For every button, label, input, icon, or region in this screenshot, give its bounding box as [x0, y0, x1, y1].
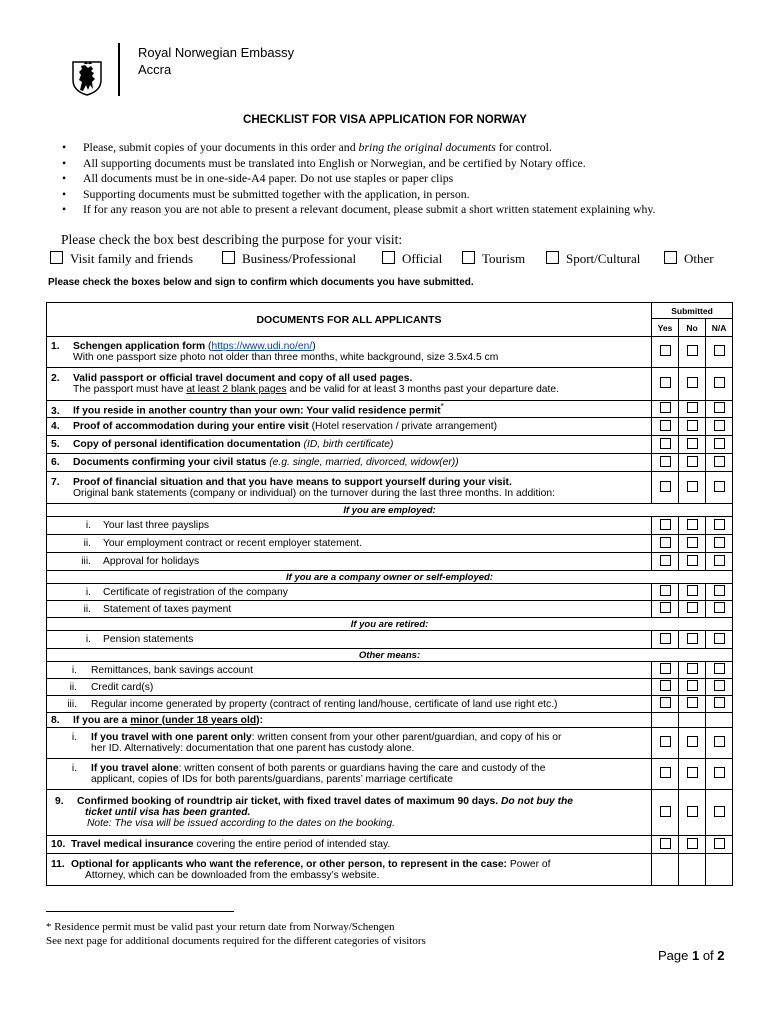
- table-row: [47, 337, 733, 368]
- instruction-item: [62, 140, 656, 156]
- sub-item-text: : written consent of both parents or guardians having the care and custody of the: [178, 763, 546, 774]
- checkbox-yes[interactable]: [660, 438, 671, 449]
- sub-item-text: Your employment contract or recent employer statement.: [103, 538, 362, 549]
- column-yes: Yes: [652, 319, 679, 337]
- checkbox-yes[interactable]: [660, 602, 671, 613]
- table-row: [47, 696, 733, 713]
- column-na: N/A: [706, 319, 733, 337]
- purpose-option-label: Sport/Cultural: [566, 251, 641, 266]
- yes-cell[interactable]: [652, 337, 679, 368]
- sub-item-number: i.: [71, 732, 77, 743]
- purpose-option-other[interactable]: [664, 251, 714, 267]
- checkbox-na[interactable]: [714, 697, 725, 708]
- sub-item-number: i.: [71, 763, 77, 774]
- table-row: [47, 436, 733, 454]
- checkbox-no[interactable]: [687, 345, 698, 356]
- sub-item-text: Certificate of registration of the company: [103, 586, 288, 598]
- document-cell: [47, 472, 652, 504]
- yes-cell[interactable]: [652, 759, 679, 790]
- item-title: Schengen application form: [73, 341, 206, 352]
- checkbox-yes[interactable]: [660, 838, 671, 849]
- na-cell[interactable]: [706, 472, 733, 504]
- purpose-option-label: Official: [402, 251, 443, 266]
- checkbox-na[interactable]: [714, 663, 725, 674]
- yes-cell[interactable]: [652, 454, 679, 472]
- document-cell: [47, 601, 652, 618]
- page-number: [658, 948, 725, 963]
- item-number: 10.: [51, 839, 66, 850]
- checkbox-yes[interactable]: [660, 345, 671, 356]
- no-cell[interactable]: [679, 759, 706, 790]
- purpose-option-label: Business/Professional: [242, 251, 357, 266]
- checkbox-no[interactable]: [687, 767, 698, 778]
- item-text: ): [312, 341, 316, 352]
- purpose-option-label: Tourism: [482, 251, 526, 266]
- table-row: [47, 418, 733, 436]
- empty-cell: [706, 713, 733, 728]
- footnotes: [46, 920, 426, 948]
- checkbox-na[interactable]: [714, 537, 725, 548]
- subsection-employed: If you are employed:: [47, 504, 733, 517]
- checkbox[interactable]: [50, 251, 63, 264]
- item-warning: ticket until visa has been granted.: [85, 807, 251, 818]
- instructions-list: [62, 140, 656, 218]
- sub-item-number: iii.: [67, 698, 77, 710]
- table-row: [47, 368, 733, 401]
- checkbox-na[interactable]: [714, 438, 725, 449]
- item-text: covering the entire period of intended stay.: [193, 839, 391, 850]
- sign-instruction: Please check the boxes below and sign to confirm which documents you have submitted.: [48, 277, 474, 288]
- column-no: No: [679, 319, 706, 337]
- subsection-row: [47, 649, 733, 662]
- item-detail: With one passport size photo not older than three months, white background, size 3.5x4.5 cm: [73, 352, 499, 363]
- na-cell[interactable]: [706, 662, 733, 679]
- norway-coat-of-arms-lion-logo: [72, 60, 102, 96]
- table-header-documents: DOCUMENTS FOR ALL APPLICANTS: [47, 303, 652, 337]
- udi-link[interactable]: https://www.udi.no/en/: [211, 341, 313, 352]
- embassy-line-1: Royal Norwegian Embassy: [138, 45, 295, 60]
- checkbox-na[interactable]: [714, 767, 725, 778]
- yes-cell[interactable]: [652, 401, 679, 418]
- item-detail: Original bank statements (company or individual) on the turnover during the last three months. In addition:: [73, 487, 555, 499]
- item-number: 3.: [51, 405, 60, 417]
- item-number: 1.: [51, 341, 60, 352]
- document-cell: [47, 728, 652, 759]
- na-cell[interactable]: [706, 553, 733, 571]
- subsection-company: If you are a company owner or self-employed:: [47, 571, 733, 584]
- checkbox-yes[interactable]: [660, 697, 671, 708]
- sub-item-number: ii.: [83, 538, 91, 549]
- no-cell[interactable]: [679, 679, 706, 696]
- purpose-option-label: Visit family and friends: [70, 251, 194, 266]
- checkbox-yes[interactable]: [660, 537, 671, 548]
- checkbox-yes[interactable]: [660, 806, 671, 817]
- checkbox-no[interactable]: [687, 519, 698, 530]
- item-title: Optional for applicants who want the reference, or other person, to represent in the case:: [71, 858, 507, 870]
- document-cell: [47, 854, 652, 886]
- no-cell[interactable]: [679, 553, 706, 571]
- table-row: [47, 401, 733, 418]
- checkbox[interactable]: [462, 251, 475, 264]
- checkbox-yes[interactable]: [660, 519, 671, 530]
- item-title: If you are a: [73, 714, 131, 726]
- document-cell: [47, 436, 652, 454]
- yes-cell[interactable]: [652, 662, 679, 679]
- sub-item-number: i.: [85, 520, 91, 531]
- yes-cell[interactable]: [652, 728, 679, 759]
- yes-cell[interactable]: [652, 436, 679, 454]
- page-label: Page: [658, 948, 692, 963]
- na-cell[interactable]: [706, 517, 733, 535]
- purpose-question: Please check the box best describing the purpose for your visit:: [61, 232, 403, 247]
- document-cell: [47, 368, 652, 401]
- no-cell[interactable]: [679, 517, 706, 535]
- checkbox[interactable]: [382, 251, 395, 264]
- page-of: of: [699, 948, 718, 963]
- purpose-option-official[interactable]: [382, 251, 442, 267]
- purpose-option-sport-cultural[interactable]: [546, 251, 640, 267]
- sub-item-number: i.: [85, 586, 91, 598]
- na-cell[interactable]: [706, 401, 733, 418]
- subsection-row: [47, 618, 733, 631]
- sub-item-text: Your last three payslips: [103, 520, 210, 531]
- na-cell[interactable]: [706, 728, 733, 759]
- checkbox[interactable]: [222, 251, 235, 264]
- subsection-retired: If you are retired:: [47, 618, 733, 631]
- checkbox-no[interactable]: [687, 537, 698, 548]
- checkbox-yes[interactable]: [660, 555, 671, 566]
- item-number: 6.: [51, 457, 60, 468]
- na-cell[interactable]: [706, 631, 733, 649]
- yes-cell[interactable]: [652, 535, 679, 553]
- document-cell: [47, 584, 652, 601]
- checkbox-na[interactable]: [714, 806, 725, 817]
- item-warning: Do not buy the: [498, 796, 574, 807]
- item-number: 7.: [51, 476, 60, 488]
- document-cell: [47, 535, 652, 553]
- footnote-residence-permit: * Residence permit must be valid past your return date from Norway/Schengen: [46, 921, 395, 933]
- document-cell: [47, 759, 652, 790]
- checkbox-na[interactable]: [714, 736, 725, 747]
- table-row: [47, 472, 733, 504]
- empty-cell: [652, 713, 679, 728]
- yes-cell[interactable]: [652, 517, 679, 535]
- sub-item-number: ii.: [83, 603, 91, 615]
- sub-item-detail: her ID. Alternatively: documentation that one parent has custody alone.: [91, 743, 415, 754]
- na-cell[interactable]: [706, 584, 733, 601]
- item-number: 8.: [51, 714, 60, 726]
- table-row: [47, 836, 733, 854]
- document-cell: [47, 517, 652, 535]
- document-cell: [47, 454, 652, 472]
- table-row: [47, 662, 733, 679]
- empty-cell: [706, 854, 733, 886]
- checkbox-no[interactable]: [687, 555, 698, 566]
- checkbox-no[interactable]: [687, 420, 698, 431]
- checkbox-na[interactable]: [714, 345, 725, 356]
- sub-item-text: Regular income generated by property (contract of renting land/house, certificate of land use right etc.): [91, 698, 558, 710]
- instruction-text: Please, submit copies of your documents in this order and: [83, 140, 359, 154]
- footnote-separator: [46, 911, 234, 912]
- no-cell[interactable]: [679, 662, 706, 679]
- document-cell: [47, 679, 652, 696]
- no-cell[interactable]: [679, 696, 706, 713]
- checkbox-na[interactable]: [714, 519, 725, 530]
- sub-item-number: i.: [71, 664, 77, 676]
- document-cell: [47, 713, 652, 728]
- checkbox-na[interactable]: [714, 585, 725, 596]
- na-cell[interactable]: [706, 337, 733, 368]
- purpose-option-visit-family[interactable]: [50, 251, 193, 267]
- checkbox-yes[interactable]: [660, 767, 671, 778]
- yes-cell[interactable]: [652, 679, 679, 696]
- item-number: 4.: [51, 421, 60, 432]
- no-cell[interactable]: [679, 368, 706, 401]
- empty-cell: [679, 713, 706, 728]
- item-detail: Attorney, which can be downloaded from the embassy’s website.: [85, 869, 380, 881]
- item-text: Power of: [506, 858, 551, 870]
- no-cell[interactable]: [679, 401, 706, 418]
- na-cell[interactable]: [706, 601, 733, 618]
- item-text: (Hotel reservation / private arrangement): [308, 421, 498, 432]
- item-title: :: [259, 714, 263, 726]
- checkbox-yes[interactable]: [660, 456, 671, 467]
- instruction-item: • If for any reason you are not able to present a relevant document, please submit a short written statement explaining why.: [62, 202, 656, 218]
- item-title: Travel medical insurance: [71, 839, 194, 850]
- checkbox-yes[interactable]: [660, 481, 671, 492]
- table-row: [47, 713, 733, 728]
- checkbox-na[interactable]: [714, 555, 725, 566]
- subsection-row: [47, 504, 733, 517]
- na-cell[interactable]: [706, 454, 733, 472]
- instruction-emphasis: bring the original documents: [358, 140, 496, 154]
- page-total: 2: [717, 948, 725, 963]
- item-title: Confirmed booking of roundtrip air ticket, with fixed travel dates of maximum 90 days.: [77, 796, 499, 807]
- checkbox-no[interactable]: [687, 585, 698, 596]
- item-title-underlined: minor (under 18 years old): [130, 714, 260, 726]
- table-row: [47, 584, 733, 601]
- checkbox-no[interactable]: [687, 697, 698, 708]
- table-row: [47, 759, 733, 790]
- checkbox-no[interactable]: [687, 438, 698, 449]
- checkbox-no[interactable]: [687, 402, 698, 413]
- checkbox-no[interactable]: [687, 806, 698, 817]
- instruction-text: for control.: [495, 140, 552, 154]
- no-cell[interactable]: [679, 631, 706, 649]
- no-cell[interactable]: [679, 418, 706, 436]
- na-cell[interactable]: [706, 418, 733, 436]
- no-cell[interactable]: [679, 728, 706, 759]
- sub-item-text: : written consent from your other parent/guardian, and copy of his or: [251, 732, 562, 743]
- purpose-option-label: Other: [684, 251, 714, 266]
- no-cell[interactable]: [679, 454, 706, 472]
- table-row: [47, 728, 733, 759]
- sub-item-text: Pension statements: [103, 634, 194, 645]
- na-cell[interactable]: [706, 535, 733, 553]
- checkbox-yes[interactable]: [660, 402, 671, 413]
- item-detail-underlined: at least 2 blank pages: [186, 384, 287, 395]
- yes-cell[interactable]: [652, 696, 679, 713]
- embassy-city: Accra: [138, 62, 172, 77]
- sub-item-title: If you travel alone: [91, 763, 179, 774]
- item-detail: and be valid for at least 3 months past your departure date.: [286, 384, 559, 395]
- sub-item-number: ii.: [69, 681, 77, 693]
- checkbox[interactable]: [664, 251, 677, 264]
- checkbox-na[interactable]: [714, 838, 725, 849]
- yes-cell[interactable]: [652, 472, 679, 504]
- checkbox-na[interactable]: [714, 456, 725, 467]
- no-cell[interactable]: [679, 584, 706, 601]
- checkbox-na[interactable]: [714, 680, 725, 691]
- na-cell[interactable]: [706, 368, 733, 401]
- yes-cell[interactable]: [652, 553, 679, 571]
- sub-item-text: Statement of taxes payment: [103, 603, 232, 615]
- footnote-marker: *: [440, 401, 444, 412]
- sub-item-number: iii.: [81, 556, 91, 567]
- footnote-next-page: See next page for additional documents required for the different categories of visitors: [46, 935, 426, 947]
- checkbox-no[interactable]: [687, 736, 698, 747]
- sub-item-text: Approval for holidays: [103, 556, 200, 567]
- sub-item-text: Credit card(s): [91, 681, 154, 693]
- na-cell[interactable]: [706, 790, 733, 836]
- empty-cell: [679, 854, 706, 886]
- table-header-row: [47, 303, 733, 319]
- checkbox-no[interactable]: [687, 838, 698, 849]
- item-text: (e.g. single, married, divorced, widow(er)): [266, 457, 459, 468]
- na-cell[interactable]: [706, 696, 733, 713]
- header-divider: [118, 43, 120, 96]
- checkbox-yes[interactable]: [660, 633, 671, 644]
- no-cell[interactable]: [679, 836, 706, 854]
- na-cell[interactable]: [706, 436, 733, 454]
- yes-cell[interactable]: [652, 790, 679, 836]
- document-cell: [47, 553, 652, 571]
- table-row: [47, 631, 733, 649]
- checkbox-no[interactable]: [687, 377, 698, 388]
- subsection-other-means: Other means:: [47, 649, 733, 662]
- table-row: [47, 454, 733, 472]
- checkbox-no[interactable]: [687, 633, 698, 644]
- no-cell[interactable]: [679, 436, 706, 454]
- purpose-option-tourism[interactable]: [462, 251, 525, 267]
- checkbox[interactable]: [546, 251, 559, 264]
- checkbox-yes[interactable]: [660, 680, 671, 691]
- document-cell: [47, 631, 652, 649]
- yes-cell[interactable]: [652, 584, 679, 601]
- item-title: Copy of personal identification documentation: [73, 439, 301, 450]
- no-cell[interactable]: [679, 535, 706, 553]
- checkbox-na[interactable]: [714, 481, 725, 492]
- table-row: [47, 517, 733, 535]
- checkbox-na[interactable]: [714, 602, 725, 613]
- document-cell: [47, 790, 652, 836]
- document-cell: [47, 836, 652, 854]
- embassy-name: [138, 44, 294, 78]
- checkbox-na[interactable]: [714, 633, 725, 644]
- document-cell: [47, 662, 652, 679]
- instruction-item: • Supporting documents must be submitted together with the application, in person.: [62, 187, 656, 203]
- document-title: CHECKLIST FOR VISA APPLICATION FOR NORWAY: [243, 114, 527, 126]
- yes-cell[interactable]: [652, 631, 679, 649]
- sub-item-detail: applicant, copies of IDs for both parents/guardians, parents’ marriage certificate: [91, 774, 453, 785]
- yes-cell[interactable]: [652, 368, 679, 401]
- checkbox-no[interactable]: [687, 481, 698, 492]
- item-text: (: [205, 341, 212, 352]
- item-detail: The passport must have: [73, 384, 187, 395]
- document-cell: [47, 337, 652, 368]
- checkbox-yes[interactable]: [660, 663, 671, 674]
- table-row: [47, 553, 733, 571]
- checkbox-no[interactable]: [687, 602, 698, 613]
- instruction-item: • All supporting documents must be translated into English or Norwegian, and be certified by Notary office.: [62, 156, 656, 172]
- instruction-item: • All documents must be in one-side-A4 paper. Do not use staples or paper clips: [62, 171, 656, 187]
- item-number: 11.: [51, 858, 65, 870]
- table-row: [47, 535, 733, 553]
- item-title: Proof of financial situation and that you have means to support yourself during your visit.: [73, 476, 512, 488]
- na-cell[interactable]: [706, 679, 733, 696]
- table-row: [47, 790, 733, 836]
- table-row: [47, 601, 733, 618]
- checkbox-na[interactable]: [714, 420, 725, 431]
- sub-item-text: Remittances, bank savings account: [91, 664, 253, 676]
- yes-cell[interactable]: [652, 836, 679, 854]
- na-cell[interactable]: [706, 836, 733, 854]
- sub-item-number: i.: [85, 634, 91, 645]
- item-title: Documents confirming your civil status: [73, 457, 267, 468]
- checkbox-no[interactable]: [687, 663, 698, 674]
- checkbox-no[interactable]: [687, 456, 698, 467]
- checkbox-yes[interactable]: [660, 585, 671, 596]
- item-text: (ID, birth certificate): [300, 439, 394, 450]
- subsection-row: [47, 571, 733, 584]
- table-row: [47, 679, 733, 696]
- item-note: Note: The visa will be issued according to the dates on the booking.: [87, 818, 395, 829]
- document-cell: [47, 401, 652, 418]
- checkbox-yes[interactable]: [660, 736, 671, 747]
- table-row: [47, 854, 733, 886]
- checkbox-no[interactable]: [687, 680, 698, 691]
- page-current: 1: [691, 948, 700, 963]
- item-title: If you reside in another country than your own: Your valid residence permit: [73, 405, 441, 417]
- item-title: Valid passport or official travel document and copy of all used pages.: [73, 373, 413, 384]
- item-title: Proof of accommodation during your entire visit: [73, 421, 309, 432]
- checkbox-yes[interactable]: [660, 377, 671, 388]
- sub-item-title: If you travel with one parent only: [91, 732, 252, 743]
- document-cell: [47, 418, 652, 436]
- item-number: 9.: [55, 796, 64, 807]
- purpose-option-business[interactable]: [222, 251, 356, 267]
- item-number: 5.: [51, 439, 60, 450]
- yes-cell[interactable]: [652, 601, 679, 618]
- no-cell[interactable]: [679, 472, 706, 504]
- na-cell[interactable]: [706, 759, 733, 790]
- submitted-header: Submitted: [652, 303, 733, 319]
- yes-cell[interactable]: [652, 418, 679, 436]
- checkbox-yes[interactable]: [660, 420, 671, 431]
- documents-checklist-table: [46, 302, 733, 886]
- item-number: 2.: [51, 373, 60, 384]
- checkbox-na[interactable]: [714, 402, 725, 413]
- no-cell[interactable]: [679, 601, 706, 618]
- document-cell: [47, 696, 652, 713]
- empty-cell: [652, 854, 679, 886]
- no-cell[interactable]: [679, 337, 706, 368]
- no-cell[interactable]: [679, 790, 706, 836]
- checkbox-na[interactable]: [714, 377, 725, 388]
